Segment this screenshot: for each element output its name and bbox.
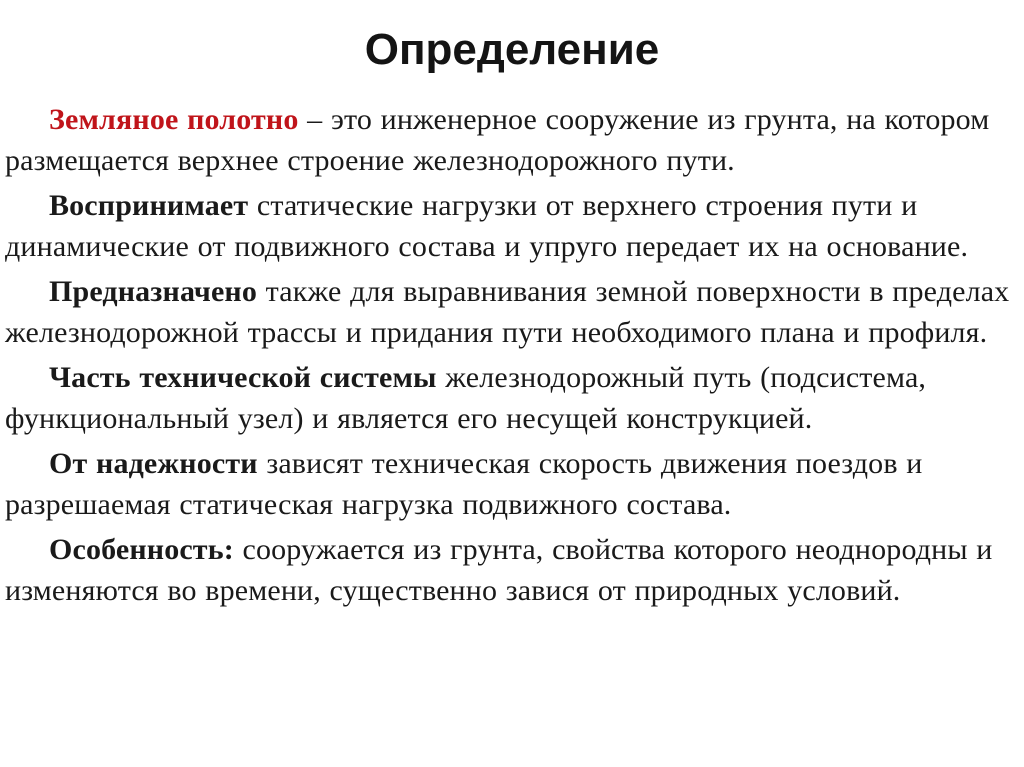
paragraph-lead: От надежности — [49, 447, 258, 480]
slide-body — [5, 100, 1010, 616]
paragraph-lead: Предназначено — [49, 275, 258, 308]
paragraph-text: зависят техническая скорость движения поездов и разрешаемая статическая нагрузка подвижного состава. — [5, 447, 923, 521]
paragraph-feature — [5, 530, 1010, 611]
paragraph-perceives — [5, 186, 1010, 267]
paragraph-definition — [5, 100, 1010, 181]
paragraph-text: – это инженерное сооружение из грунта, на котором размещается верхнее строение железнодорожного пути. — [5, 103, 990, 177]
paragraph-system-part — [5, 358, 1010, 439]
paragraph-lead: Воспринимает — [49, 189, 249, 222]
slide-title: Определение — [364, 25, 660, 74]
paragraph-lead: Особенность: — [49, 533, 234, 566]
paragraph-lead: Часть технической системы — [49, 361, 437, 394]
term-highlight: Земляное полотно — [49, 103, 299, 136]
paragraph-text: статические нагрузки от верхнего строения пути и динамические от подвижного состава и упруго передает их на основание. — [5, 189, 969, 263]
paragraph-purpose — [5, 272, 1010, 353]
paragraph-text: также для выравнивания земной поверхности в пределах железнодорожной трассы и придания пути необходимого плана и профиля. — [5, 275, 1010, 349]
paragraph-reliability — [5, 444, 1010, 525]
paragraph-text: железнодорожный путь (подсистема, функциональный узел) и является его несущей конструкцией. — [5, 361, 927, 435]
paragraph-text: сооружается из грунта, свойства которого неоднородны и изменяются во времени, существенно завися от природных условий. — [5, 533, 993, 607]
